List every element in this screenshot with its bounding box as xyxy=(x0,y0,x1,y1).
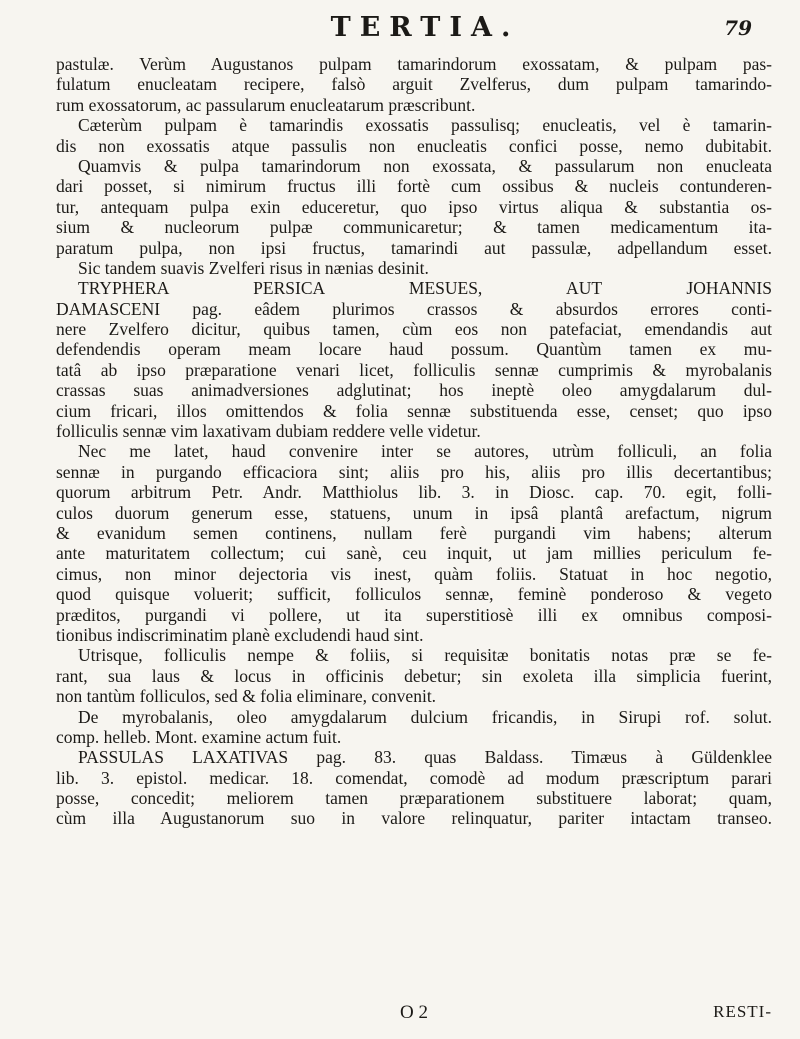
text-line: ante maturitatem collectum; cui sanè, ceu inquit, ut jam millies periculum fe- xyxy=(56,543,772,564)
text-line: Quamvis & pulpa tamarindorum non exossata, & passularum non enucleata xyxy=(78,155,772,176)
running-head xyxy=(50,12,760,46)
running-title: TERTIA. xyxy=(330,12,520,43)
text-line: rum exossatorum, ac passularum enucleatarum præscribunt. xyxy=(56,94,476,115)
text-line: comp. helleb. Mont. examine actum fuit. xyxy=(56,726,342,747)
body-text xyxy=(56,54,772,829)
text-line: cium fricari, illos omittendos & folia sennæ substituenda esse, censet; quo ipso xyxy=(56,400,772,421)
text-line: paratum pulpa, non ipsi fructus, tamarindi aut passulæ, adpellandum esset. xyxy=(56,237,772,258)
text-line: dari posset, si nimirum fructus illi fortè cum ossibus & nucleis contunderen- xyxy=(56,176,772,197)
text-line: Cæterùm pulpam è tamarindis exossatis passulisq; enucleatis, vel è tamarin- xyxy=(78,115,772,136)
text-line: dis non exossatis atque passulis non enucleatis confici posse, nemo dubitabit. xyxy=(56,135,772,156)
text-line: quod quisque voluerit; sufficit, folliculos sennæ, feminè ponderoso & vegeto xyxy=(56,584,772,605)
text-line: crassas suas animadversiones adglutinat; hos ineptè oleo amygdalarum dul- xyxy=(56,380,772,401)
text-line: præditos, purgandi vi pollere, ut ita superstitiosè illi ex omnibus composi- xyxy=(56,604,772,625)
section-heading: TRYPHERA PERSICA MESUES, AUT JOHANNIS xyxy=(78,278,772,299)
text-line: Sic tandem suavis Zvelferi risus in nænias desinit. xyxy=(78,257,429,278)
text-line: De myrobalanis, oleo amygdalarum dulcium fricandis, in Sirupi rof. solut. xyxy=(78,706,772,727)
text-line: posse, concedit; meliorem tamen præparationem substituere laborat; quam, xyxy=(56,788,772,809)
page-footer xyxy=(56,1002,772,1028)
page-number: 79 xyxy=(724,16,752,40)
text-line: nere Zvelfero dicitur, quibus tamen, cùm eos non patefaciat, emendandis aut xyxy=(56,319,772,340)
text-line: Utrisque, folliculis nempe & foliis, si requisitæ bonitatis notas præ se fe- xyxy=(78,645,772,666)
text-line: non tantùm folliculos, sed & folia eliminare, convenit. xyxy=(56,686,437,707)
catchword: RESTI- xyxy=(713,1002,772,1021)
section-heading: PASSULAS LAXATIVAS pag. 83. quas Baldass. Timæus à Güldenklee xyxy=(78,747,772,768)
text-line: tionibus indiscriminatim planè excludendi haud sint. xyxy=(56,624,424,645)
text-line: DAMASCENI pag. eâdem plurimos crassos & absurdos errores conti- xyxy=(56,298,772,319)
text-line: sennæ in purgando efficaciora sint; aliis pro his, aliis pro illis decertantibus; xyxy=(56,461,772,482)
text-line: culos duorum generum esse, statuens, unum in ipsâ plantâ arefactum, nigrum xyxy=(56,502,772,523)
text-line: pastulæ. Verùm Augustanos pulpam tamarindorum exossatam, & pulpam pas- xyxy=(56,54,772,74)
text-line: tatâ ab ipso præparatione venari licet, folliculis sennæ cumprimis & myrobalanis xyxy=(56,359,772,380)
text-line: fulatum enucleatam recipere, falsò arguit Zvelferus, dum pulpam tamarindo- xyxy=(56,74,772,95)
text-line: cùm illa Augustanorum suo in valore relinquatur, pariter intactam transeo. xyxy=(56,808,772,829)
text-line: sium & nucleorum pulpæ communicaretur; & tamen medicamentum ita- xyxy=(56,217,772,238)
text-line: rant, sua laus & locus in officinis debetur; sin exoleta illa simplicia fuerint, xyxy=(56,665,772,686)
text-line: & evanidum semen continens, nullam ferè purgandi vim habens; alterum xyxy=(56,522,772,543)
text-line: lib. 3. epistol. medicar. 18. comendat, comodè ad modum præscriptum parari xyxy=(56,767,772,788)
text-line: folliculis sennæ vim laxativam dubiam reddere velle videtur. xyxy=(56,421,481,442)
signature-mark: O 2 xyxy=(400,1002,428,1023)
text-line: quorum arbitrum Petr. Andr. Matthiolus lib. 3. in Diosc. cap. 70. egit, folli- xyxy=(56,482,772,503)
text-line: defendendis operam meam locare haud possum. Quantùm tamen ex mu- xyxy=(56,339,772,360)
text-line: Nec me latet, haud convenire inter se autores, utrùm folliculi, an folia xyxy=(78,441,772,462)
text-line: tur, antequam pulpa exin educeretur, quo ipso virtus aliqua & substantia os- xyxy=(56,196,772,217)
text-line: cimus, non minor dejectoria vis inest, quàm foliis. Statuat in hoc negotio, xyxy=(56,563,772,584)
